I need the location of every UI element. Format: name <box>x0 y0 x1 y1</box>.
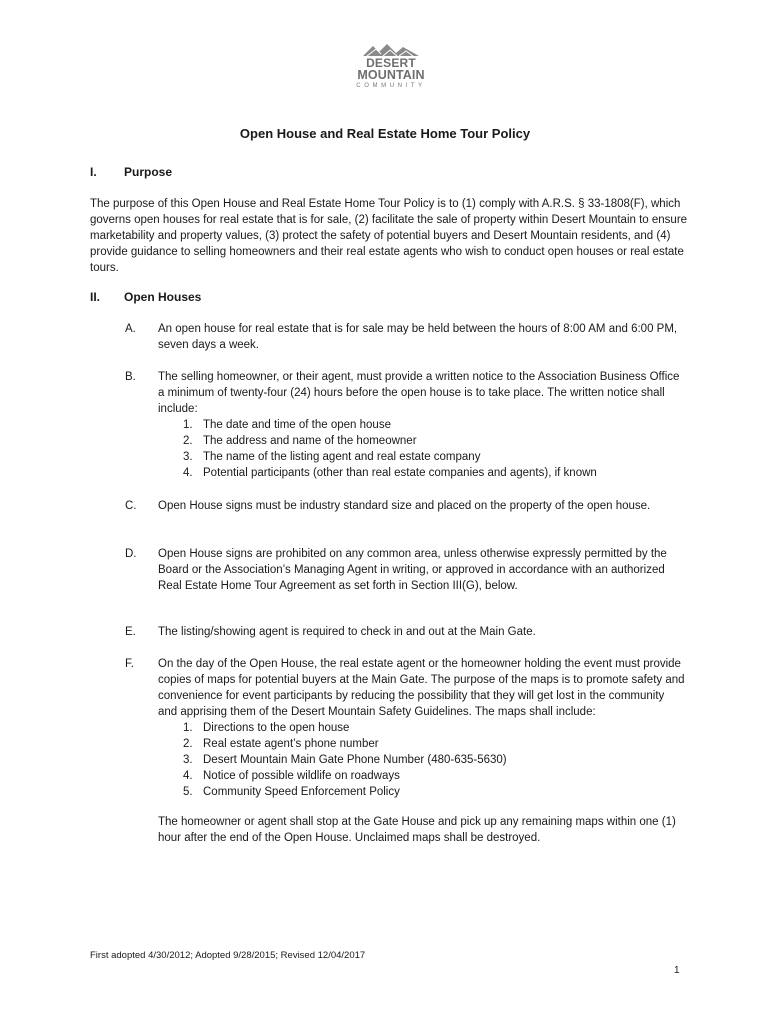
section-number: II. <box>90 290 101 304</box>
item-text: The selling homeowner, or their agent, must provide a written notice to the Association Business Office a minimum of twenty-four (24) hours before the open house is to take place. The written notice shall include: <box>158 371 680 415</box>
item-letter: A. <box>125 323 136 335</box>
list-item: 2. Real estate agent’s phone number <box>183 738 379 750</box>
item-letter: B. <box>125 371 136 383</box>
list-item-e <box>125 624 685 640</box>
section-number: I. <box>90 165 97 179</box>
map-contents-list <box>158 720 685 800</box>
logo-line-community: COMMUNITY <box>356 83 426 89</box>
section-heading-open-houses <box>90 290 201 304</box>
list-item: 1. The date and time of the open house <box>183 419 391 431</box>
list-item: 5. Community Speed Enforcement Policy <box>183 786 400 798</box>
list-item: 3. The name of the listing agent and real estate company <box>183 451 481 463</box>
mountain-logo-icon <box>363 44 419 56</box>
item-text: Open House signs must be industry standard size and placed on the property of the open house. <box>158 500 651 512</box>
list-item-d <box>125 546 685 594</box>
footer-revision-note: First adopted 4/30/2012; Adopted 9/28/2015; Revised 12/04/2017 <box>90 950 366 961</box>
item-letter: F. <box>125 658 134 670</box>
logo-line-mountain: MOUNTAIN <box>357 68 425 82</box>
item-text: Open House signs are prohibited on any common area, unless otherwise expressly permitted by the Board or the Association’s Managing Agent in writing, or approved in accordance with an authorized Real Estate Home Tour Agreement as set forth in Section III(G), below. <box>158 548 667 592</box>
list-item-b <box>125 369 685 481</box>
item-text: The listing/showing agent is required to check in and out at the Main Gate. <box>158 626 536 638</box>
desert-mountain-logo <box>348 44 434 100</box>
page-number: 1 <box>674 965 680 976</box>
notice-requirements-list <box>158 417 685 481</box>
list-item: 2. The address and name of the homeowner <box>183 435 417 447</box>
list-item-a <box>125 321 685 353</box>
item-text: An open house for real estate that is for sale may be held between the hours of 8:00 AM and 6:00 PM, seven days a week. <box>158 323 678 351</box>
list-item: 4. Potential participants (other than real estate companies and agents), if known <box>183 467 597 479</box>
section-title: Purpose <box>124 165 173 179</box>
list-item: 1. Directions to the open house <box>183 722 350 734</box>
page-title: Open House and Real Estate Home Tour Policy <box>239 126 531 141</box>
item-letter: E. <box>125 626 136 638</box>
section-title: Open Houses <box>124 290 202 304</box>
logo-line-desert: DESERT <box>366 56 416 70</box>
list-item: 4. Notice of possible wildlife on roadways <box>183 770 400 782</box>
purpose-paragraph: The purpose of this Open House and Real Estate Home Tour Policy is to (1) comply with A.R.S. § 33-1808(F), which governs open houses for real estate that is for sale, (2) facilitate the sale of property within Desert Mountain to ensure marketability and property values, (3) protect the safety of potential buyers and Desert Mountain residents, and (4) provide guidance to selling homeowners and their real estate agents who wish to conduct open houses or real estate tours. <box>90 198 688 274</box>
item-letter: D. <box>125 548 137 560</box>
section-heading-purpose <box>90 165 172 179</box>
list-item: 3. Desert Mountain Main Gate Phone Number (480-635-5630) <box>183 754 507 766</box>
list-item-c <box>125 498 685 514</box>
list-item-f <box>125 656 685 846</box>
closing-paragraph: The homeowner or agent shall stop at the Gate House and pick up any remaining maps within one (1) hour after the end of the Open House. Unclaimed maps shall be destroyed. <box>158 816 676 844</box>
item-letter: C. <box>125 500 137 512</box>
item-text: On the day of the Open House, the real estate agent or the homeowner holding the event must provide copies of maps for potential buyers at the Main Gate. The purpose of the maps is to promote safety and convenience for event participants by reducing the possibility that they will get lost in the community and apprising them of the Desert Mountain Safety Guidelines. The maps shall include: <box>158 658 685 718</box>
